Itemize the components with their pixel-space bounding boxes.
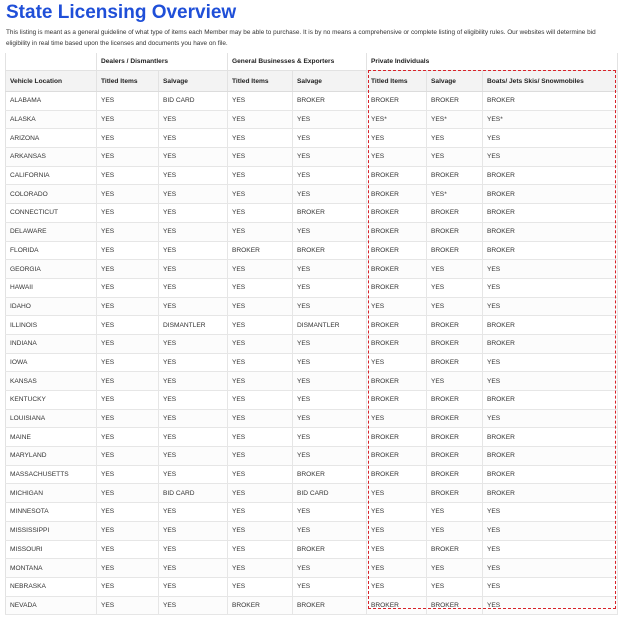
eligibility-cell: BROKER (367, 185, 427, 204)
state-name-cell: KENTUCKY (6, 391, 97, 410)
eligibility-cell: YES (97, 204, 159, 223)
eligibility-cell: YES (228, 185, 293, 204)
state-name-cell: MASSACHUSETTS (6, 465, 97, 484)
eligibility-cell: YES (483, 297, 618, 316)
eligibility-cell: YES (97, 428, 159, 447)
state-name-cell: NEBRASKA (6, 577, 97, 596)
eligibility-cell: YES (159, 521, 228, 540)
eligibility-cell: YES* (427, 185, 483, 204)
eligibility-cell: YES (159, 409, 228, 428)
table-row (6, 428, 618, 447)
table-row (6, 559, 618, 578)
eligibility-cell: YES (293, 372, 367, 391)
state-name-cell: MINNESOTA (6, 503, 97, 522)
state-name-cell: COLORADO (6, 185, 97, 204)
eligibility-cell: YES (427, 129, 483, 148)
state-name-cell: CALIFORNIA (6, 166, 97, 185)
group-header-private-individuals: Private Individuals (367, 53, 618, 71)
eligibility-cell: YES (97, 559, 159, 578)
state-name-cell: MAINE (6, 428, 97, 447)
eligibility-cell: YES (228, 559, 293, 578)
eligibility-cell: YES (293, 185, 367, 204)
eligibility-cell: YES (159, 278, 228, 297)
eligibility-cell: YES (97, 465, 159, 484)
eligibility-cell: YES (293, 521, 367, 540)
eligibility-cell: YES (97, 391, 159, 410)
eligibility-cell: YES (228, 503, 293, 522)
eligibility-cell: BROKER (483, 92, 618, 111)
eligibility-cell: YES (483, 503, 618, 522)
table-row (6, 540, 618, 559)
state-name-cell: CONNECTICUT (6, 204, 97, 223)
eligibility-cell: BID CARD (293, 484, 367, 503)
eligibility-cell: YES (228, 334, 293, 353)
eligibility-cell: YES (97, 577, 159, 596)
eligibility-cell: YES (228, 222, 293, 241)
eligibility-cell: BROKER (483, 484, 618, 503)
eligibility-cell: BROKER (427, 241, 483, 260)
table-row (6, 297, 618, 316)
table-row (6, 521, 618, 540)
eligibility-cell: BROKER (367, 241, 427, 260)
state-name-cell: IOWA (6, 353, 97, 372)
state-name-cell: GEORGIA (6, 260, 97, 279)
eligibility-cell: BROKER (483, 465, 618, 484)
eligibility-cell: YES (159, 559, 228, 578)
eligibility-cell: YES* (427, 110, 483, 129)
eligibility-cell: YES (97, 278, 159, 297)
eligibility-cell: YES (367, 540, 427, 559)
eligibility-cell: YES (228, 92, 293, 111)
eligibility-cell: YES (97, 353, 159, 372)
table-row (6, 222, 618, 241)
eligibility-cell: YES (159, 465, 228, 484)
eligibility-cell: BROKER (427, 204, 483, 223)
state-name-cell: FLORIDA (6, 241, 97, 260)
eligibility-cell: BROKER (427, 540, 483, 559)
eligibility-cell: YES (97, 409, 159, 428)
eligibility-cell: YES (159, 540, 228, 559)
eligibility-cell: YES (427, 372, 483, 391)
eligibility-cell: BROKER (293, 540, 367, 559)
eligibility-cell: YES (97, 297, 159, 316)
eligibility-cell: YES (97, 166, 159, 185)
eligibility-cell: YES (97, 503, 159, 522)
eligibility-cell: BROKER (427, 222, 483, 241)
eligibility-cell: YES (97, 148, 159, 167)
group-header-general-businesses: General Businesses & Exporters (228, 53, 367, 71)
eligibility-cell: YES (483, 559, 618, 578)
state-name-cell: INDIANA (6, 334, 97, 353)
eligibility-cell: BROKER (367, 447, 427, 466)
column-header: Boats/ Jets Skis/ Snowmobiles (483, 71, 618, 92)
table-row (6, 447, 618, 466)
eligibility-cell: BROKER (367, 596, 427, 615)
eligibility-cell: BROKER (367, 260, 427, 279)
table-row (6, 391, 618, 410)
state-name-cell: ALASKA (6, 110, 97, 129)
eligibility-cell: YES (159, 353, 228, 372)
eligibility-cell: YES (483, 278, 618, 297)
eligibility-cell: YES (228, 316, 293, 335)
eligibility-cell: YES (293, 222, 367, 241)
eligibility-cell: YES (367, 577, 427, 596)
eligibility-cell: YES (483, 596, 618, 615)
eligibility-cell: YES (427, 260, 483, 279)
eligibility-cell: YES (159, 166, 228, 185)
eligibility-cell: YES (228, 465, 293, 484)
table-row (6, 241, 618, 260)
table-row (6, 372, 618, 391)
eligibility-cell: BROKER (367, 428, 427, 447)
eligibility-cell: YES (367, 559, 427, 578)
eligibility-cell: YES (483, 148, 618, 167)
eligibility-cell: BROKER (427, 166, 483, 185)
eligibility-cell: YES (293, 278, 367, 297)
eligibility-cell: YES (97, 260, 159, 279)
eligibility-cell: YES (97, 540, 159, 559)
state-name-cell: IDAHO (6, 297, 97, 316)
group-header-dealers: Dealers / Dismantlers (97, 53, 228, 71)
eligibility-cell: YES (228, 447, 293, 466)
state-name-cell: NEVADA (6, 596, 97, 615)
table-row (6, 204, 618, 223)
table-row (6, 92, 618, 111)
eligibility-cell: YES (293, 503, 367, 522)
eligibility-cell: BROKER (427, 353, 483, 372)
eligibility-cell: BROKER (367, 372, 427, 391)
table-row (6, 465, 618, 484)
eligibility-cell: YES (483, 129, 618, 148)
state-name-cell: MISSOURI (6, 540, 97, 559)
eligibility-cell: YES (97, 334, 159, 353)
eligibility-cell: BROKER (367, 278, 427, 297)
eligibility-cell: YES (483, 577, 618, 596)
group-header-blank (6, 53, 97, 71)
eligibility-cell: YES (293, 428, 367, 447)
table-row (6, 278, 618, 297)
state-name-cell: DELAWARE (6, 222, 97, 241)
eligibility-cell: BROKER (427, 428, 483, 447)
eligibility-cell: YES (228, 428, 293, 447)
eligibility-cell: YES (228, 260, 293, 279)
eligibility-cell: YES (367, 409, 427, 428)
table-row (6, 260, 618, 279)
table-row (6, 503, 618, 522)
eligibility-cell: YES (228, 148, 293, 167)
state-name-cell: MONTANA (6, 559, 97, 578)
eligibility-cell: YES (159, 391, 228, 410)
column-header: Titled Items (97, 71, 159, 92)
eligibility-cell: BROKER (483, 222, 618, 241)
eligibility-cell: YES (427, 278, 483, 297)
eligibility-cell: YES (293, 353, 367, 372)
eligibility-cell: YES (97, 185, 159, 204)
eligibility-cell: YES (159, 204, 228, 223)
table-row (6, 316, 618, 335)
state-name-cell: KANSAS (6, 372, 97, 391)
state-name-cell: MARYLAND (6, 447, 97, 466)
eligibility-cell: YES (483, 372, 618, 391)
eligibility-cell: DISMANTLER (293, 316, 367, 335)
table-body (6, 92, 618, 615)
eligibility-cell: YES (367, 297, 427, 316)
eligibility-cell: YES (228, 391, 293, 410)
eligibility-cell: BROKER (483, 334, 618, 353)
eligibility-cell: YES (159, 260, 228, 279)
eligibility-cell: BROKER (483, 391, 618, 410)
eligibility-cell: YES (427, 559, 483, 578)
eligibility-cell: BID CARD (159, 92, 228, 111)
state-name-cell: ARIZONA (6, 129, 97, 148)
eligibility-cell: BID CARD (159, 484, 228, 503)
eligibility-cell: YES (483, 353, 618, 372)
eligibility-cell: BROKER (367, 316, 427, 335)
eligibility-cell: BROKER (483, 241, 618, 260)
eligibility-cell: YES (228, 409, 293, 428)
table-row (6, 185, 618, 204)
state-name-cell: ALABAMA (6, 92, 97, 111)
eligibility-cell: YES (367, 503, 427, 522)
eligibility-cell: YES (483, 260, 618, 279)
eligibility-cell: YES (159, 428, 228, 447)
table-row (6, 409, 618, 428)
eligibility-cell: BROKER (228, 241, 293, 260)
eligibility-cell: BROKER (367, 334, 427, 353)
eligibility-cell: YES (427, 521, 483, 540)
eligibility-cell: YES (159, 447, 228, 466)
eligibility-cell: YES (159, 185, 228, 204)
eligibility-cell: YES (228, 166, 293, 185)
column-header: Salvage (427, 71, 483, 92)
eligibility-cell: YES (159, 596, 228, 615)
eligibility-cell: BROKER (367, 166, 427, 185)
eligibility-cell: YES (159, 222, 228, 241)
eligibility-cell: BROKER (293, 596, 367, 615)
eligibility-cell: YES (97, 92, 159, 111)
eligibility-cell: BROKER (228, 596, 293, 615)
eligibility-cell: YES* (483, 110, 618, 129)
state-name-cell: MISSISSIPPI (6, 521, 97, 540)
eligibility-cell: BROKER (427, 92, 483, 111)
eligibility-cell: YES (159, 334, 228, 353)
eligibility-cell: YES (228, 484, 293, 503)
state-name-cell: HAWAII (6, 278, 97, 297)
eligibility-cell: YES (293, 447, 367, 466)
table-row (6, 110, 618, 129)
eligibility-cell: BROKER (367, 465, 427, 484)
eligibility-cell: YES (228, 204, 293, 223)
eligibility-cell: YES (228, 372, 293, 391)
eligibility-cell: BROKER (427, 484, 483, 503)
eligibility-cell: YES (367, 484, 427, 503)
state-name-cell: ARKANSAS (6, 148, 97, 167)
eligibility-cell: YES (228, 540, 293, 559)
eligibility-cell: YES (293, 297, 367, 316)
eligibility-cell: BROKER (367, 92, 427, 111)
eligibility-cell: YES (367, 148, 427, 167)
eligibility-cell: YES (97, 596, 159, 615)
eligibility-cell: BROKER (483, 316, 618, 335)
eligibility-cell: YES (367, 353, 427, 372)
state-name-cell: LOUISIANA (6, 409, 97, 428)
column-header: Salvage (159, 71, 228, 92)
table-row (6, 353, 618, 372)
eligibility-cell: YES (159, 372, 228, 391)
eligibility-cell: YES (228, 110, 293, 129)
column-header-row (6, 71, 618, 92)
eligibility-cell: YES (159, 129, 228, 148)
eligibility-cell: BROKER (427, 391, 483, 410)
eligibility-cell: BROKER (427, 409, 483, 428)
eligibility-cell: YES (228, 297, 293, 316)
eligibility-cell: YES (293, 110, 367, 129)
eligibility-cell: YES (228, 353, 293, 372)
eligibility-cell: YES (159, 241, 228, 260)
eligibility-cell: YES (293, 559, 367, 578)
eligibility-cell: BROKER (427, 465, 483, 484)
table-row (6, 129, 618, 148)
eligibility-cell: YES (97, 372, 159, 391)
eligibility-cell: BROKER (427, 596, 483, 615)
eligibility-cell: YES (97, 484, 159, 503)
eligibility-cell: YES (293, 260, 367, 279)
column-header: Titled Items (367, 71, 427, 92)
eligibility-cell: YES (293, 129, 367, 148)
eligibility-cell: YES (293, 166, 367, 185)
eligibility-cell: YES (483, 409, 618, 428)
eligibility-cell: BROKER (293, 204, 367, 223)
eligibility-cell: YES (427, 148, 483, 167)
eligibility-cell: BROKER (427, 316, 483, 335)
eligibility-cell: YES (427, 297, 483, 316)
intro-text: This listing is meant as a general guideline of what type of items each Member may be able to purchase. It is by no means a comprehensive or complete listing of eligibility rules. Our websites will determine bid eligibility in real time based upon the licenses and documents you have on file. (6, 29, 596, 47)
eligibility-cell: BROKER (483, 185, 618, 204)
eligibility-cell: BROKER (293, 465, 367, 484)
column-group-row (6, 53, 618, 71)
eligibility-cell: YES (159, 503, 228, 522)
eligibility-cell: YES* (367, 110, 427, 129)
table-row (6, 596, 618, 615)
eligibility-cell: YES (97, 222, 159, 241)
eligibility-cell: YES (483, 521, 618, 540)
eligibility-cell: DISMANTLER (159, 316, 228, 335)
table-row (6, 484, 618, 503)
state-name-cell: ILLINOIS (6, 316, 97, 335)
state-name-cell: MICHIGAN (6, 484, 97, 503)
page-title: State Licensing Overview (6, 2, 237, 23)
column-header: Salvage (293, 71, 367, 92)
eligibility-cell: YES (228, 129, 293, 148)
table-row (6, 148, 618, 167)
eligibility-cell: YES (427, 577, 483, 596)
eligibility-cell: YES (159, 148, 228, 167)
eligibility-cell: BROKER (293, 92, 367, 111)
eligibility-cell: BROKER (483, 428, 618, 447)
eligibility-cell: YES (228, 278, 293, 297)
eligibility-cell: YES (97, 521, 159, 540)
eligibility-cell: YES (97, 447, 159, 466)
eligibility-cell: BROKER (483, 166, 618, 185)
eligibility-cell: YES (97, 241, 159, 260)
eligibility-cell: YES (367, 129, 427, 148)
eligibility-cell: YES (228, 521, 293, 540)
eligibility-cell: BROKER (427, 447, 483, 466)
eligibility-cell: BROKER (483, 447, 618, 466)
column-header: Titled Items (228, 71, 293, 92)
eligibility-cell: YES (427, 503, 483, 522)
eligibility-cell: YES (159, 577, 228, 596)
eligibility-cell: BROKER (427, 334, 483, 353)
eligibility-cell: YES (293, 391, 367, 410)
eligibility-cell: BROKER (367, 222, 427, 241)
eligibility-cell: YES (97, 316, 159, 335)
eligibility-cell: BROKER (293, 241, 367, 260)
eligibility-cell: BROKER (367, 204, 427, 223)
eligibility-cell: YES (293, 409, 367, 428)
eligibility-cell: YES (159, 110, 228, 129)
eligibility-cell: YES (293, 148, 367, 167)
eligibility-cell: YES (293, 577, 367, 596)
eligibility-cell: BROKER (367, 391, 427, 410)
table-row (6, 166, 618, 185)
eligibility-cell: YES (159, 297, 228, 316)
eligibility-cell: YES (483, 540, 618, 559)
licensing-table (5, 53, 618, 615)
eligibility-cell: BROKER (483, 204, 618, 223)
eligibility-cell: YES (97, 110, 159, 129)
eligibility-cell: YES (97, 129, 159, 148)
table-row (6, 334, 618, 353)
column-header: Vehicle Location (6, 71, 97, 92)
eligibility-cell: YES (228, 577, 293, 596)
eligibility-cell: YES (293, 334, 367, 353)
table-row (6, 577, 618, 596)
eligibility-cell: YES (367, 521, 427, 540)
